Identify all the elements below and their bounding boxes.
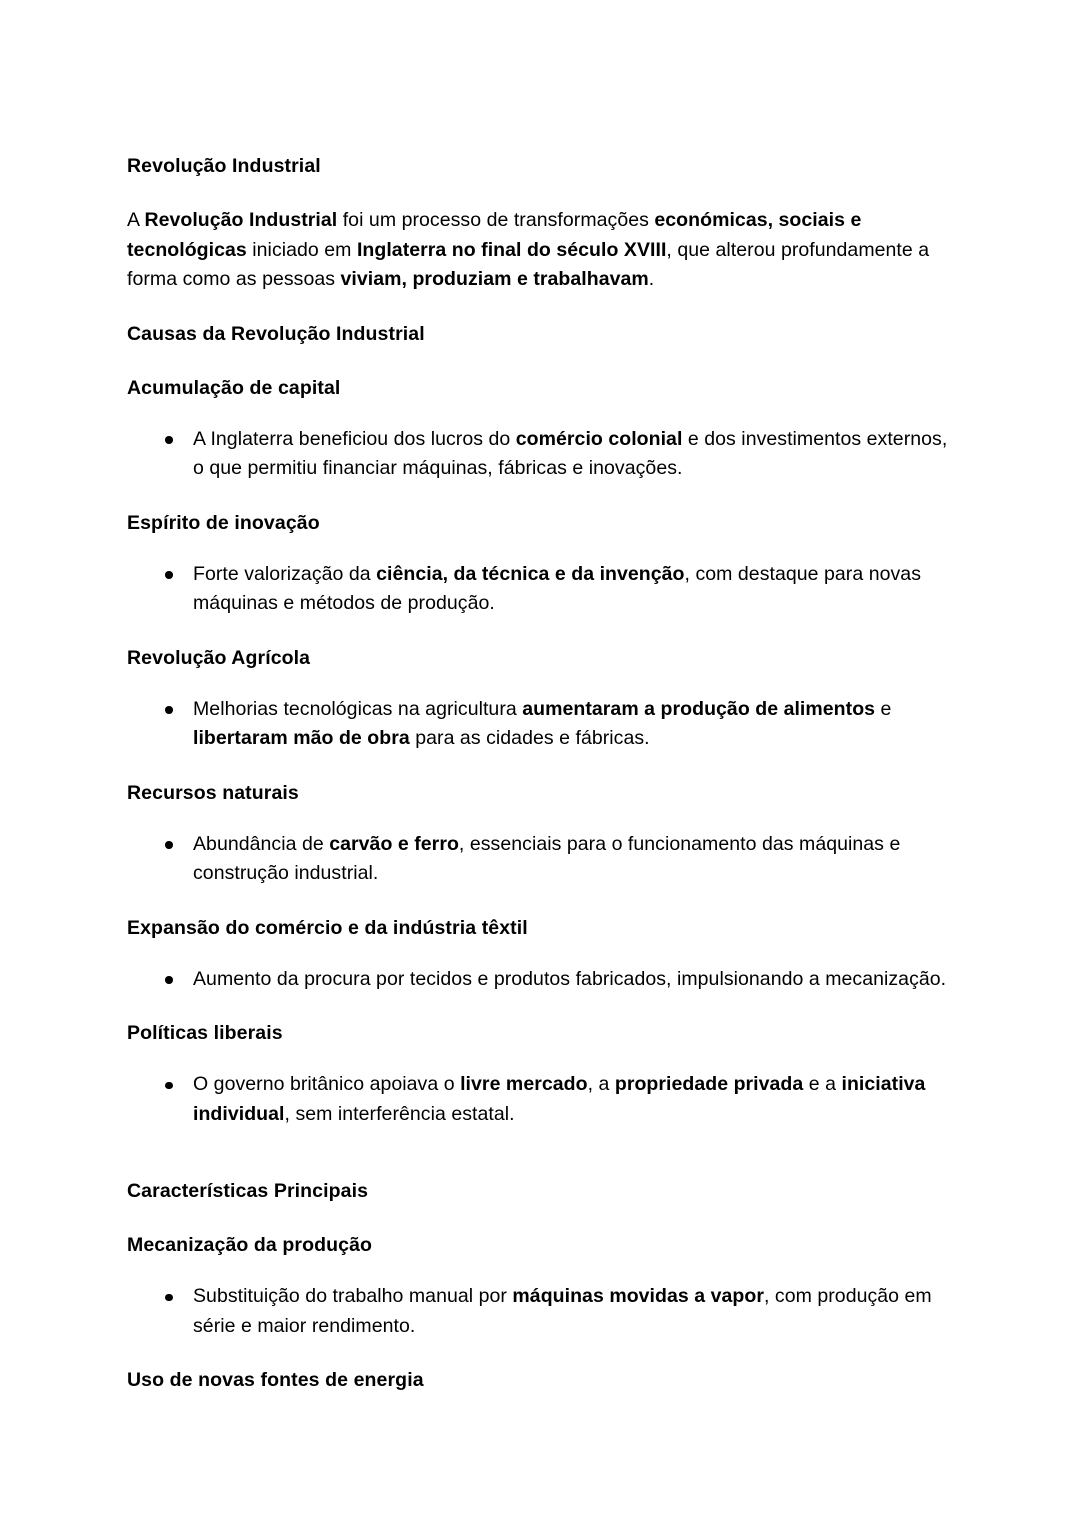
list-item-text — [193, 698, 891, 750]
bullet-list — [127, 425, 949, 484]
list-item — [127, 830, 949, 889]
page-title: Revolução Industrial — [127, 155, 321, 177]
list-item-text — [193, 968, 946, 990]
plain-text: , sem interferência estatal. — [284, 1102, 515, 1125]
intro-paragraph — [127, 206, 949, 295]
plain-text: O governo britânico apoiava o — [193, 1073, 461, 1095]
causes-list — [127, 374, 949, 1130]
list-item — [127, 965, 949, 995]
emphasis-text: económicas, sociais e tecnológicas — [127, 209, 862, 261]
plain-text: e a — [803, 1073, 842, 1095]
plain-text: , que alterou profundamente a forma como as pessoas — [127, 238, 930, 290]
causes-section-heading-block — [127, 320, 949, 349]
emphasis-text: livre mercado — [460, 1073, 588, 1095]
bullet-list — [127, 1070, 949, 1129]
plain-text: , essenciais para o funcionamento das máquinas e construção industrial. — [193, 832, 901, 884]
plain-text: Abundância de — [193, 832, 330, 855]
subsection-heading-block — [127, 1231, 949, 1260]
bullet-list — [127, 560, 949, 619]
plain-text: . — [648, 268, 655, 290]
plain-text: , a — [587, 1073, 615, 1095]
bullet-list — [127, 1282, 949, 1341]
subsection-heading-block — [127, 374, 949, 403]
subsection-heading: Expansão do comércio e da indústria têxtil — [127, 916, 528, 939]
list-item-text — [193, 833, 900, 885]
list-item-text — [193, 428, 947, 480]
list-item — [127, 1070, 949, 1129]
emphasis-text: máquinas movidas a vapor — [512, 1285, 764, 1307]
subsection-heading-block — [127, 914, 949, 943]
characteristics-list — [127, 1231, 949, 1395]
plain-text: foi um processo de transformações — [337, 209, 655, 231]
subsection-heading: Revolução Agrícola — [127, 646, 311, 669]
plain-text: A — [127, 209, 145, 231]
characteristics-section-heading-block — [127, 1177, 949, 1206]
characteristics-section-heading: Características Principais — [127, 1180, 369, 1202]
subsection-heading-block — [127, 1366, 949, 1395]
bullet-list — [127, 965, 949, 995]
emphasis-text: carvão e ferro — [329, 832, 459, 855]
plain-text: A Inglaterra beneficiou dos lucros do — [193, 427, 516, 450]
causes-section-heading: Causas da Revolução Industrial — [127, 322, 425, 345]
subsection-heading: Recursos naturais — [127, 781, 299, 804]
list-item-text — [193, 1285, 932, 1337]
emphasis-text: aumentaram a produção de alimentos — [522, 697, 876, 720]
plain-text: e — [875, 697, 892, 720]
plain-text: e dos investimentos externos, o que permitiu financiar máquinas, fábricas e inovações. — [193, 427, 948, 479]
emphasis-text: comércio colonial — [515, 427, 683, 450]
bullet-dot-icon — [165, 571, 173, 579]
list-item — [127, 425, 949, 484]
emphasis-text: iniciativa individual — [193, 1073, 926, 1125]
document-body — [127, 152, 949, 1395]
bullet-dot-icon — [165, 1294, 173, 1302]
bullet-dot-icon — [165, 436, 173, 444]
emphasis-text: Inglaterra no final do século XVIII — [356, 238, 667, 261]
emphasis-text: propriedade privada — [614, 1073, 804, 1095]
bullet-list — [127, 695, 949, 754]
subsection-heading: Uso de novas fontes de energia — [127, 1369, 424, 1391]
emphasis-text: ciência, da técnica e da invenção — [376, 562, 685, 585]
subsection-heading: Acumulação de capital — [127, 376, 341, 399]
subsection-heading-block — [127, 509, 949, 538]
subsection-heading: Políticas liberais — [127, 1022, 283, 1044]
subsection-heading-block — [127, 1019, 949, 1048]
list-item — [127, 695, 949, 754]
subsection-heading-block — [127, 779, 949, 808]
list-item-text — [193, 1073, 925, 1125]
list-item-text — [193, 563, 921, 615]
subsection-heading: Espírito de inovação — [127, 511, 320, 534]
bullet-dot-icon — [165, 706, 173, 714]
bullet-dot-icon — [165, 841, 173, 849]
plain-text: Aumento da procura por tecidos e produtos fabricados, impulsionando a mecanização. — [193, 967, 947, 990]
list-item — [127, 1282, 949, 1341]
plain-text: , com destaque para novas máquinas e métodos de produção. — [193, 562, 921, 614]
bullet-dot-icon — [165, 1082, 173, 1090]
emphasis-text: viviam, produziam e trabalhavam — [340, 268, 649, 290]
list-item — [127, 560, 949, 619]
emphasis-text: Revolução Industrial — [144, 209, 338, 231]
plain-text: para as cidades e fábricas. — [409, 727, 650, 749]
plain-text: iniciado em — [246, 238, 357, 261]
plain-text: Melhorias tecnológicas na agricultura — [193, 697, 523, 720]
document-title-block — [127, 152, 949, 181]
bullet-dot-icon — [165, 976, 173, 984]
subsection-heading: Mecanização da produção — [127, 1234, 373, 1256]
bullet-list — [127, 830, 949, 889]
subsection-heading-block — [127, 644, 949, 673]
emphasis-text: libertaram mão de obra — [193, 727, 410, 749]
plain-text: , com produção em série e maior rendimento. — [193, 1285, 932, 1337]
plain-text: Substituição do trabalho manual por — [193, 1285, 513, 1307]
plain-text: Forte valorização da — [193, 562, 377, 585]
